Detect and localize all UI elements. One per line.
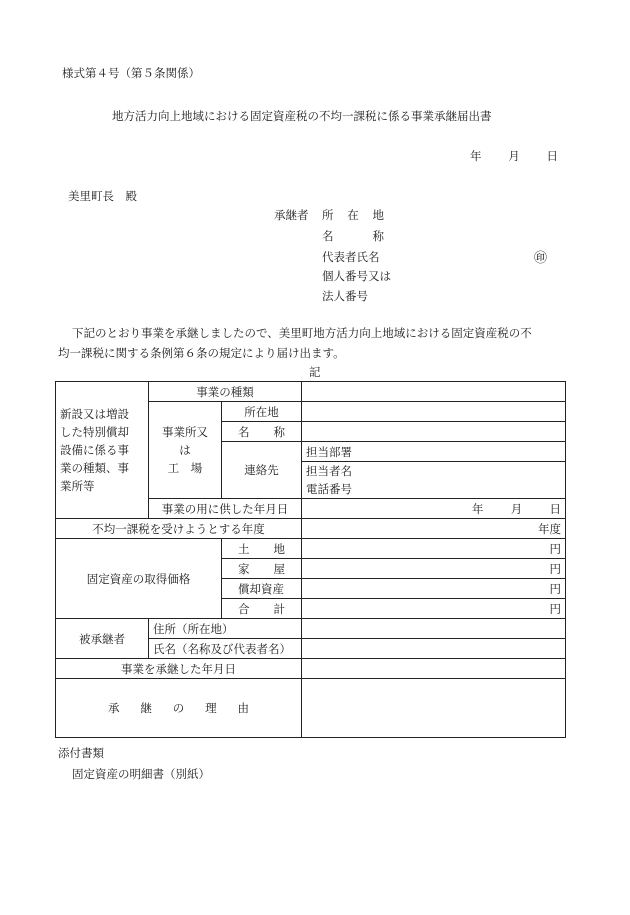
total-label: 合 計 xyxy=(222,599,302,619)
depreciable-assets-label: 償却資産 xyxy=(222,579,302,599)
predecessor-name-field[interactable] xyxy=(302,639,566,659)
location-field[interactable] xyxy=(302,402,566,422)
facility-label: 新設又は増設 した特別償却 設備に係る事 業の種類、事 業所等 xyxy=(56,382,149,519)
id-number-label-1: 個人番号又は xyxy=(322,269,391,283)
year-unit: 年 xyxy=(470,149,482,163)
business-type-field[interactable] xyxy=(302,382,566,402)
tax-year-label: 不均一課税を受けようとする年度 xyxy=(56,519,302,539)
body-text-line-2: 均一課税に関する条例第６条の規定により届け出ます。 xyxy=(58,346,345,360)
predecessor-address-label: 住所（所在地） xyxy=(149,619,302,639)
total-price-field[interactable]: 円 xyxy=(302,599,566,619)
id-number-label-2: 法人番号 xyxy=(322,289,368,303)
applicant-address-label: 所 在 地 xyxy=(322,208,384,222)
form-table xyxy=(55,381,566,738)
office-name-field[interactable] xyxy=(302,422,566,442)
land-label: 土 地 xyxy=(222,539,302,559)
building-price-field[interactable]: 円 xyxy=(302,559,566,579)
office-name-label: 名 称 xyxy=(222,422,302,442)
date-line xyxy=(470,148,558,164)
predecessor-address-field[interactable] xyxy=(302,619,566,639)
business-type-label: 事業の種類 xyxy=(149,382,302,402)
start-date-field[interactable]: 年 月 日 xyxy=(302,499,566,519)
attachments-heading: 添付書類 xyxy=(58,746,104,760)
building-label: 家 屋 xyxy=(222,559,302,579)
succession-date-field[interactable] xyxy=(302,659,566,679)
attachments-item: 固定資産の明細書（別紙） xyxy=(72,767,210,781)
succession-date-label: 事業を承継した年月日 xyxy=(56,659,302,679)
office-or-factory-label: 事業所又 は 工 場 xyxy=(149,402,222,499)
month-unit: 月 xyxy=(508,149,520,163)
land-price-field[interactable]: 円 xyxy=(302,539,566,559)
ki-mark: 記 xyxy=(309,365,321,379)
predecessor-label: 被承継者 xyxy=(56,619,149,659)
start-date-label: 事業の用に供した年月日 xyxy=(149,499,302,519)
contact-person-phone-field[interactable]: 担当者名 電話番号 xyxy=(302,462,566,499)
tax-year-field[interactable]: 年度 xyxy=(302,519,566,539)
acquisition-price-label: 固定資産の取得価格 xyxy=(56,539,222,619)
predecessor-name-label: 氏名（名称及び代表者名） xyxy=(149,639,302,659)
applicant-name-label: 名 称 xyxy=(322,229,384,243)
contact-label: 連絡先 xyxy=(222,442,302,499)
applicant-heading: 承継者 xyxy=(274,208,309,222)
reason-label: 承 継 の 理 由 xyxy=(56,679,302,738)
reason-field[interactable] xyxy=(302,679,566,738)
depreciable-assets-price-field[interactable]: 円 xyxy=(302,579,566,599)
representative-label: 代表者氏名 xyxy=(322,250,380,264)
seal-mark: ㊞ xyxy=(534,251,548,266)
day-unit: 日 xyxy=(546,149,558,163)
addressee: 美里町長 殿 xyxy=(68,189,137,203)
contact-department-field[interactable]: 担当部署 xyxy=(302,442,566,462)
document-title: 地方活力向上地域における固定資産税の不均一課税に係る事業承継届出書 xyxy=(112,109,492,123)
body-text-line-1: 下記のとおり事業を承継しましたので、美里町地方活力向上地域における固定資産税の不 xyxy=(72,326,532,340)
form-number: 様式第４号（第５条関係） xyxy=(62,66,200,80)
location-label: 所在地 xyxy=(222,402,302,422)
